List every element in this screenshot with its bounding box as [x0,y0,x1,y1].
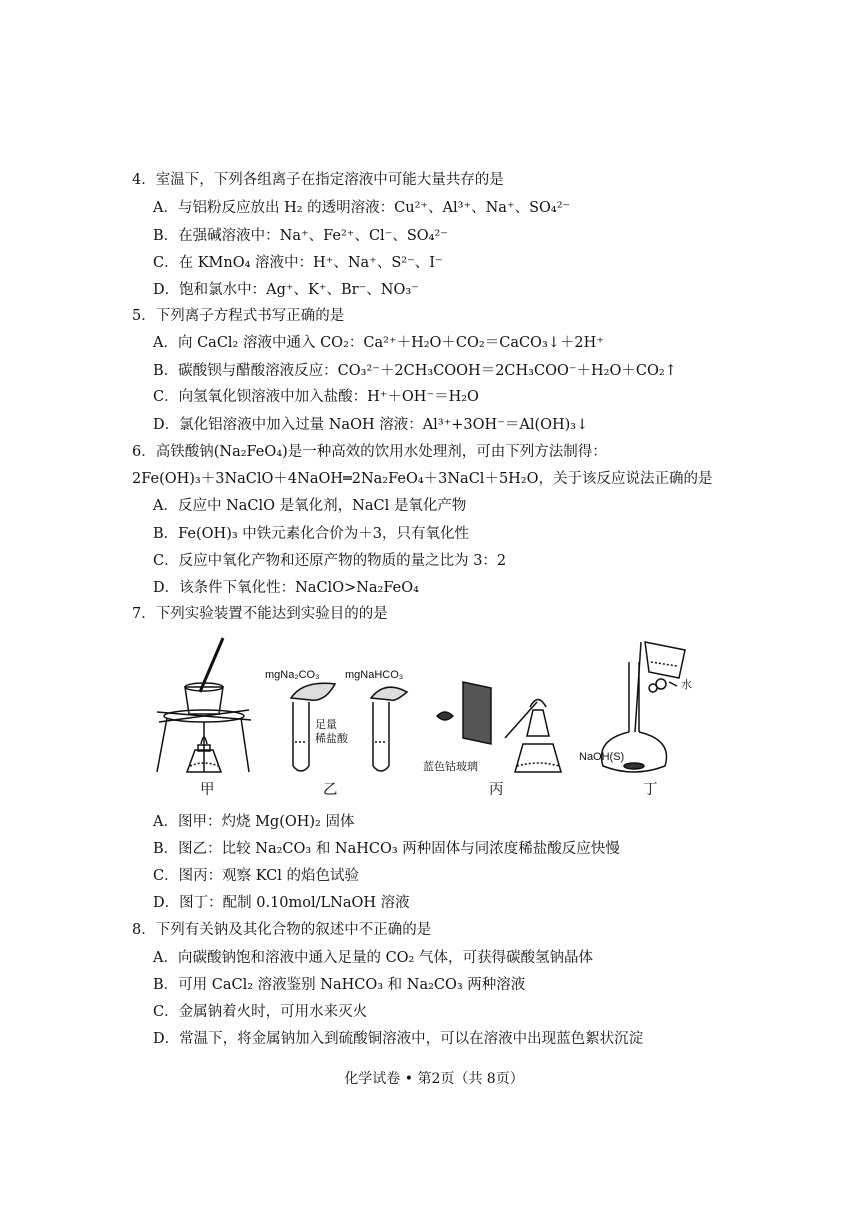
question-8-option-a: A．向碳酸钠饱和溶液中通入足量的 CO₂ 气体，可获得碳酸氢钠晶体 [153,950,593,966]
question-5-option-d: D．氯化铝溶液中加入过量 NaOH 溶液：Al³⁺+3OH⁻＝Al(OH)₃↓ [153,417,589,433]
label-cobalt-glass: 蓝色钴玻璃 [423,761,478,773]
question-4-option-d: D．饱和氯水中：Ag⁺、K⁺、Br⁻、NO₃⁻ [153,282,419,298]
page-footer: 化学试卷 • 第2页（共 8页） [344,1071,524,1087]
figure-jia-crucible-setup [157,638,251,772]
question-4-option-b: B．在强碱溶液中：Na⁺、Fe²⁺、Cl⁻、SO₄²⁻ [153,228,448,244]
question-6-option-a: A．反应中 NaClO 是氧化剂，NaCl 是氧化产物 [153,498,467,514]
question-5-option-c: C．向氢氧化钡溶液中加入盐酸：H⁺＋OH⁻＝H₂O [153,389,479,405]
question-7-option-c: C．图丙：观察 KCl 的焰色试验 [153,868,359,884]
figure-label-bing: 丙 [489,782,504,798]
question-6-option-c: C．反应中氧化产物和还原产物的物质的量之比为 3：2 [153,553,507,569]
label-acid-line2: 稀盐酸 [315,733,348,745]
label-na2co3: mgNa₂CO₃ [265,669,320,681]
figure-label-yi: 乙 [323,782,338,798]
question-6-option-b: B．Fe(OH)₃ 中铁元素化合价为＋3，只有氧化性 [153,526,469,542]
question-8-option-c: C．金属钠着火时，可用水来灭火 [153,1004,368,1020]
label-naoh-solid: NaOH(S) [579,751,625,763]
question-8-option-b: B．可用 CaCl₂ 溶液鉴别 NaHCO₃ 和 Na₂CO₃ 两种溶液 [153,977,526,993]
question-5-stem: 5．下列离子方程式书写正确的是 [132,308,345,324]
question-7-option-d: D．图丁：配制 0.10mol/LNaOH 溶液 [153,895,410,911]
question-6-equation: 2Fe(OH)₃＋3NaClO＋4NaOH═2Na₂FeO₄＋3NaCl＋5H₂O，关于该反应说法正确的是 [132,471,713,487]
label-water: 水 [681,679,692,691]
figure-yi-test-tubes [291,683,407,771]
question-8-option-d: D．常温下，将金属钠加入到硫酸铜溶液中，可以在溶液中出现蓝色絮状沉淀 [153,1031,644,1047]
figure-label-ding: 丁 [643,782,658,798]
question-4-stem: 4．室温下，下列各组离子在指定溶液中可能大量共存的是 [132,172,504,188]
question-5-option-a: A．向 CaCl₂ 溶液中通入 CO₂：Ca²⁺＋H₂O＋CO₂＝CaCO₃↓＋2H⁺ [153,335,604,351]
apparatus-figure [145,632,705,780]
question-7-option-a: A．图甲：灼烧 Mg(OH)₂ 固体 [153,814,355,830]
question-7-stem: 7．下列实验装置不能达到实验目的的是 [132,606,388,622]
label-nahco3: mgNaHCO₃ [345,669,404,681]
question-5-option-b: B．碳酸钡与醋酸溶液反应：CO₃²⁻＋2CH₃COOH＝2CH₃COO⁻＋H₂O＋CO₂↑ [153,363,677,379]
question-6-option-d: D．该条件下氧化性：NaClO>Na₂FeO₄ [153,580,419,596]
question-4-option-a: A．与铝粉反应放出 H₂ 的透明溶液：Cu²⁺、Al³⁺、Na⁺、SO₄²⁻ [153,200,571,216]
figure-bing-flame-test [437,682,561,772]
question-7-option-b: B．图乙：比较 Na₂CO₃ 和 NaHCO₃ 两种固体与同浓度稀盐酸反应快慢 [153,841,620,857]
figure-label-jia: 甲 [200,782,215,798]
question-4-option-c: C．在 KMnO₄ 溶液中：H⁺、Na⁺、S²⁻、I⁻ [153,255,443,271]
question-6-stem: 6．高铁酸钠(Na₂FeO₄)是一种高效的饮用水处理剂，可由下列方法制得： [132,444,607,460]
label-acid-line1: 足量 [315,719,337,731]
question-8-stem: 8．下列有关钠及其化合物的叙述中不正确的是 [132,922,432,938]
